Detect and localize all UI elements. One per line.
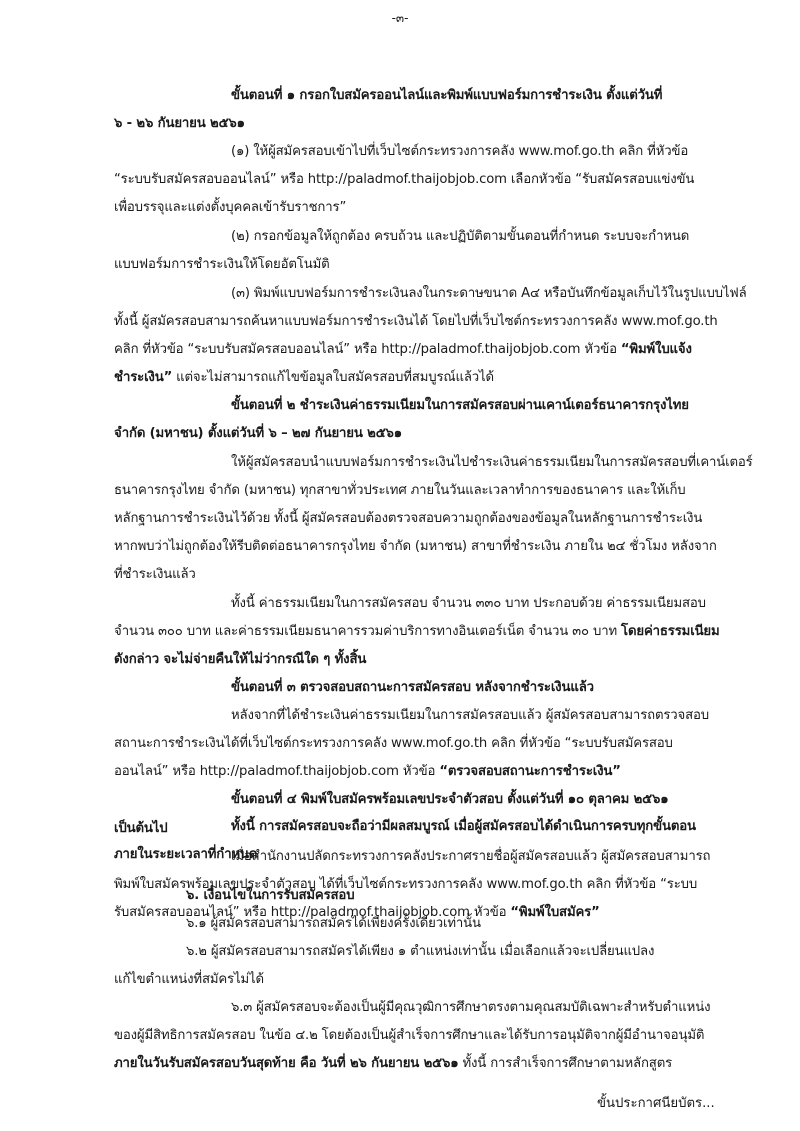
text-line — [114, 507, 702, 528]
text-line — [114, 338, 692, 359]
text-line — [114, 366, 494, 387]
text: พิมพ์ใบสมัครพร้อมเลขประจำตัวสอบ ได้ที่เว็บไซต์กระทรวงการคลัง www.mof.go.th คลิก ที่หัวข้อ “ระบบ — [114, 877, 698, 892]
bold-text: ขั้นตอนที่ ๓ ตรวจสอบสถานะการสมัครสอบ หลังจากชำระเงินแล้ว — [231, 680, 594, 695]
page-number: -๓- — [391, 11, 409, 25]
text-line — [231, 704, 709, 725]
text-line — [114, 817, 167, 838]
text-line — [186, 884, 354, 905]
text-line — [114, 968, 264, 989]
text: เพื่อบรรจุและแต่งตั้งบุคคลเข้ารับราชการ” — [114, 200, 347, 215]
text-line — [186, 940, 654, 961]
text: ทั้งนี้ การสำเร็จการศึกษาตามหลักสูตร — [458, 1056, 673, 1071]
text-line — [114, 168, 694, 189]
text: เมื่อสำนักงานปลัดกระทรวงการคลังประกาศรายชื่อผู้สมัครสอบแล้ว ผู้สมัครสอบสามารถ — [231, 849, 711, 864]
text-line — [231, 282, 747, 303]
text-line — [114, 843, 257, 864]
text-line — [114, 253, 330, 274]
text: “ระบบรับสมัครสอบออนไลน์” หรือ http://paladmof.thaijobjob.com เลือกหัวข้อ “รับสมัครสอบแข่งขัน — [114, 172, 695, 187]
text-line — [231, 225, 689, 246]
text-line — [114, 620, 720, 641]
text-line — [114, 310, 718, 331]
text-line — [231, 788, 668, 809]
text: จำนวน ๓๐๐ บาท และค่าธรรมเนียมธนาคารรวมค่าบริการทางอินเตอร์เน็ต จำนวน ๓๐ บาท — [114, 624, 622, 639]
text: ทั้งนี้ ผู้สมัครสอบสามารถค้นหาแบบฟอร์มการชำระเงินได้ โดยไปที่เว็บไซต์กระทรวงการคลัง www.mof.go.th — [114, 314, 718, 329]
text: ๖.๓ ผู้สมัครสอบจะต้องเป็นผู้มีคุณวุฒิการศึกษาตรงตามคุณสมบัติเฉพาะสำหรับตำแหน่ง — [231, 1000, 711, 1015]
text: สถานะการชำระเงินได้ที่เว็บไซต์กระทรวงการคลัง www.mof.go.th คลิก ที่หัวข้อ “ระบบรับสมัครสอบ — [114, 736, 673, 751]
text-line — [114, 732, 673, 753]
text: รับสมัครสอบออนไลน์” หรือ http://paladmof.thaijobjob.com หัวข้อ — [114, 905, 511, 920]
text: ที่ชำระเงินแล้ว — [114, 567, 196, 582]
bold-text: ภายในวันรับสมัครสอบวันสุดท้าย คือ วันที่ ๒๖ กันยายน ๒๕๖๑ — [114, 1056, 459, 1071]
text: ๖.๑ ผู้สมัครสอบสามารถสมัครได้เพียงครั้งเดียวเท่านั้น — [186, 916, 481, 931]
text: ออนไลน์” หรือ http://paladmof.thaijobjob.com หัวข้อ — [114, 764, 440, 779]
text: หลักฐานการชำระเงินไว้ด้วย ทั้งนี้ ผู้สมัครสอบต้องตรวจสอบความถูกต้องของข้อมูลในหลักฐานการชำระเงิน — [114, 511, 703, 526]
text-line — [114, 196, 346, 217]
text-line — [114, 563, 196, 584]
text-line — [114, 1024, 704, 1045]
text-line — [231, 451, 753, 472]
text-line — [231, 140, 688, 161]
bold-text: ขั้นตอนที่ ๒ ชำระเงินค่าธรรมเนียมในการสมัครสอบผ่านเคาน์เตอร์ธนาคารกรุงไทย — [231, 398, 689, 413]
bold-text: “พิมพ์ใบสมัคร” — [510, 905, 600, 920]
bold-text: ทั้งนี้ การสมัครสอบจะถือว่ามีผลสมบูรณ์ เมื่อผู้สมัครสอบได้ดำเนินการครบทุกขั้นตอน — [231, 819, 696, 834]
bold-text: โดยค่าธรรมเนียม — [621, 624, 720, 639]
bold-text: ๖ - ๒๖ กันยายน ๒๕๖๑ — [114, 116, 245, 131]
bold-text: “พิมพ์ใบแจ้ง — [620, 342, 692, 357]
bold-text: จำกัด (มหาชน) ตั้งแต่วันที่ ๖ – ๒๗ กันยายน ๒๕๖๑ — [114, 426, 402, 441]
text: หลังจากที่ได้ชำระเงินค่าธรรมเนียมในการสมัครสอบแล้ว ผู้สมัครสอบสามารถตรวจสอบ — [231, 708, 710, 723]
text: ทั้งนี้ ค่าธรรมเนียมในการสมัครสอบ จำนวน ๓๓๐ บาท ประกอบด้วย ค่าธรรมเนียมสอบ — [231, 596, 706, 611]
text-line — [114, 760, 621, 781]
text-line — [114, 535, 717, 556]
text: แต่จะไม่สามารถแก้ไขข้อมูลใบสมัครสอบที่สมบูรณ์แล้วได้ — [172, 370, 494, 385]
text-line — [231, 815, 696, 836]
text-line — [114, 648, 366, 669]
text-line — [231, 845, 710, 866]
text: หากพบว่าไม่ถูกต้องให้รีบติดต่อธนาคารกรุงไทย จำกัด (มหาชน) สาขาที่ชำระเงิน ภายใน ๒๔ ชั่วโมง หลังจาก — [114, 539, 717, 554]
text-line — [231, 84, 662, 105]
text-line — [231, 676, 594, 697]
text: แก้ไขตำแหน่งที่สมัครไม่ได้ — [114, 972, 264, 987]
bold-text: เป็นต้นไป — [114, 821, 168, 836]
text-line — [231, 592, 706, 613]
text-line — [114, 112, 245, 133]
text: ของผู้มีสิทธิการสมัครสอบ ในข้อ ๔.๒ โดยต้องเป็นผู้สำเร็จการศึกษาและได้รับการอนุมัติจากผู้มีอำนาจอนุมัติ — [114, 1028, 705, 1043]
text: (๑) ให้ผู้สมัครสอบเข้าไปที่เว็บไซต์กระทรวงการคลัง www.mof.go.th คลิก ที่หัวข้อ — [231, 144, 689, 159]
text-line — [231, 996, 710, 1017]
text: ๖.๒ ผู้สมัครสอบสามารถสมัครได้เพียง ๑ ตำแหน่งเท่านั้น เมื่อเลือกแล้วจะเปลี่ยนแปลง — [186, 944, 655, 959]
text: แบบฟอร์มการชำระเงินให้โดยอัตโนมัติ — [114, 257, 330, 272]
bold-text: ๖. เงื่อนไขในการรับสมัครสอบ — [186, 888, 355, 903]
text: (๓) พิมพ์แบบฟอร์มการชำระเงินลงในกระดาษขนาด A๔ หรือบันทึกข้อมูลเก็บไว้ในรูปแบบไฟล์ — [231, 286, 747, 301]
bold-text: “ตรวจสอบสถานะการชำระเงิน” — [439, 764, 621, 779]
text-line — [114, 422, 402, 443]
bold-text: ชำระเงิน” — [114, 370, 173, 385]
text-line — [114, 1052, 672, 1073]
text: ธนาคารกรุงไทย จำกัด (มหาชน) ทุกสาขาทั่วประเทศ ภายในวันและเวลาทำการของธนาคาร และให้เก็บ — [114, 483, 686, 498]
bold-text: ภายในระยะเวลาที่กำหนด — [114, 847, 258, 862]
text: คลิก ที่หัวข้อ “ระบบรับสมัครสอบออนไลน์” หรือ http://paladmof.thaijobjob.com หัวข้อ — [114, 342, 621, 357]
text-line — [114, 479, 686, 500]
text: ให้ผู้สมัครสอบนำแบบฟอร์มการชำระเงินไปชำระเงินค่าธรรมเนียมในการสมัครสอบที่เคาน์เตอร์ — [231, 455, 753, 470]
bold-text: ขั้นตอนที่ ๔ พิมพ์ใบสมัครพร้อมเลขประจำตัวสอบ ตั้งแต่วันที่ ๑๐ ตุลาคม ๒๕๖๑ — [231, 792, 669, 807]
text: (๒) กรอกข้อมูลให้ถูกต้อง ครบถ้วน และปฏิบัติตามขั้นตอนที่กำหนด ระบบจะกำหนด — [231, 229, 690, 244]
bold-text: ดังกล่าว จะไม่จ่ายคืนให้ไม่ว่ากรณีใด ๆ ทั้งสิ้น — [114, 652, 367, 667]
bold-text: ขั้นตอนที่ ๑ กรอกใบสมัครออนไลน์และพิมพ์แบบฟอร์มการชำระเงิน ตั้งแต่วันที่ — [231, 88, 663, 103]
text-line — [231, 394, 689, 415]
text-line — [186, 912, 481, 933]
continuation-note: ขั้นประกาศนียบัตร... — [597, 1096, 715, 1111]
